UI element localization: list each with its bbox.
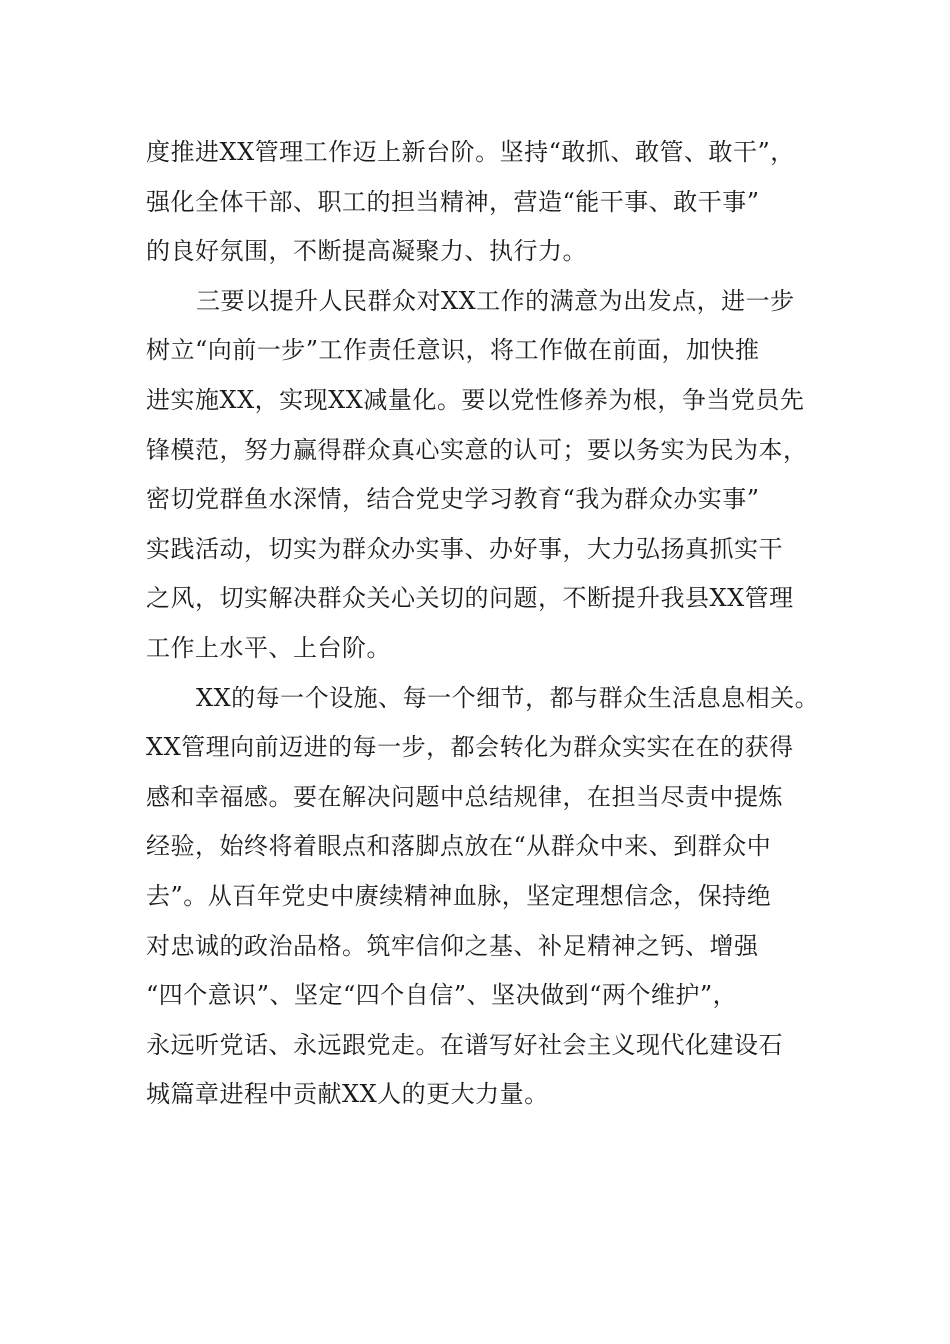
text-line: 树立“向前一步”工作责任意识，将工作做在前面，加快推 [146,336,760,365]
paragraph-3 [146,674,826,1120]
text-line: XX管理向前迈进的每一步，都会转化为群众实实在在的获得 [146,733,794,762]
text-line: 密切党群鱼水深情，结合党史学习教育“我为群众办实事” [146,485,760,514]
paragraph-2 [146,277,826,674]
text-line: 对忠诚的政治品格。筑牢信仰之基、补足精神之钙、增强 [146,931,759,960]
paragraph-1 [146,128,826,277]
text-line: “四个意识”、坚定“四个自信”、坚决做到“两个维护”， [146,981,738,1010]
text-line: 城篇章进程中贡献XX人的更大力量。 [146,1080,549,1109]
text-line: 工作上水平、上台阶。 [146,633,391,662]
text-line: 去”。从百年党史中赓续精神血脉，坚定理想信念，保持绝 [146,881,772,910]
text-line: 之风，切实解决群众关心关切的问题，不断提升我县XX管理 [146,584,794,613]
text-line: 经验，始终将着眼点和落脚点放在“从群众中来、到群众中 [146,832,772,861]
text-line: 三要以提升人民群众对XX工作的满意为出发点，进一步 [196,286,795,315]
text-line: 的良好氛围，不断提高凝聚力、执行力。 [146,237,587,266]
text-line: 感和幸福感。要在解决问题中总结规律，在担当尽责中提炼 [146,782,783,811]
text-line: 进实施XX，实现XX减量化。要以党性修养为根，争当党员先 [146,385,805,414]
text-line: 度推进XX管理工作迈上新台阶。坚持“敢抓、敢管、敢干”， [146,138,795,166]
text-line: 永远听党话、永远跟党走。在谱写好社会主义现代化建设石 [146,1030,783,1059]
text-line: 强化全体干部、职工的担当精神，营造“能干事、敢干事” [146,187,760,216]
document-body [146,128,826,1120]
text-line: 锋模范，努力赢得群众真心实意的认可；要以务实为民为本， [146,435,808,464]
text-line: XX的每一个设施、每一个细节，都与群众生活息息相关。 [196,683,820,712]
text-line: 实践活动，切实为群众办实事、办好事，大力弘扬真抓实干 [146,534,783,563]
